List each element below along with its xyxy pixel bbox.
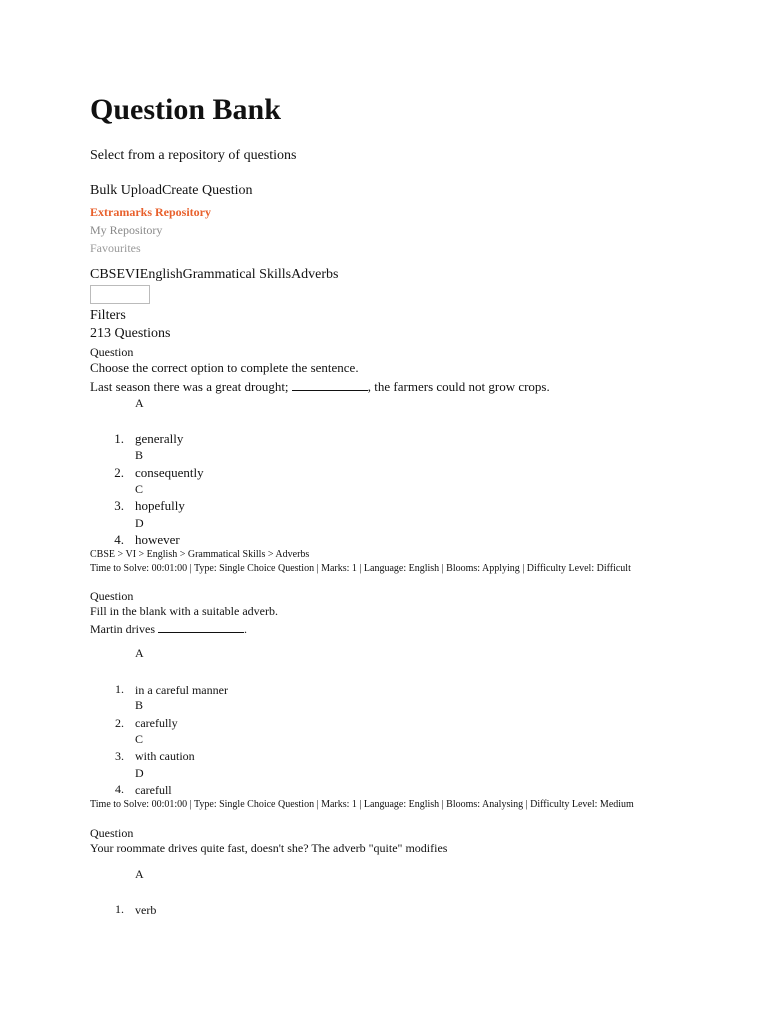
option-number: 1. <box>115 682 124 696</box>
option-text[interactable]: consequently <box>135 465 204 480</box>
bulk-upload-button[interactable]: Bulk Upload <box>90 183 162 198</box>
option-text[interactable]: generally <box>135 431 184 446</box>
breadcrumb-item-class[interactable]: VI <box>125 267 140 282</box>
create-question-button[interactable]: Create Question <box>161 183 253 198</box>
option-letter: D <box>135 516 144 530</box>
breadcrumb-item-chapter[interactable]: Grammatical Skills <box>182 267 292 282</box>
question-label: Question <box>90 345 134 359</box>
option-number: 4. <box>114 532 124 547</box>
repo-tab-favourites[interactable]: Favourites <box>90 241 141 255</box>
action-bar <box>90 183 253 199</box>
question-instruction: Fill in the blank with a suitable adverb. <box>90 604 278 618</box>
breadcrumb-item-topic[interactable]: Adverbs <box>291 267 339 282</box>
page-subtitle: Select from a repository of questions <box>90 148 297 163</box>
option-number: 3. <box>114 498 124 513</box>
question-text-after: , the farmers could not grow crops. <box>367 379 550 394</box>
question-label: Question <box>90 589 134 603</box>
breadcrumb-item-board[interactable]: CBSE <box>90 267 126 282</box>
answer-blank <box>158 621 244 633</box>
option-letter: D <box>135 766 144 780</box>
option-number: 4. <box>115 782 124 796</box>
question-text-before: Last season there was a great drought; <box>90 379 292 394</box>
answer-blank <box>292 379 368 391</box>
option-text[interactable]: verb <box>135 903 157 917</box>
search-input[interactable] <box>90 285 150 304</box>
question-text <box>90 621 247 637</box>
option-letter: B <box>135 698 144 712</box>
option-text[interactable]: carefully <box>135 716 178 730</box>
option-number: 1. <box>114 431 124 446</box>
option-letter: C <box>135 732 144 746</box>
question-meta: Time to Solve: 00:01:00 | Type: Single Choice Question | Marks: 1 | Language: English | Blooms: Analysing | Difficulty Level: Medium <box>90 799 634 810</box>
repo-tab-extramarks[interactable]: Extramarks Repository <box>90 205 211 219</box>
question-label: Question <box>90 826 134 840</box>
question-instruction: Choose the correct option to complete the sentence. <box>90 360 359 375</box>
breadcrumb <box>90 267 339 283</box>
option-text[interactable]: carefull <box>135 783 172 797</box>
question-count: 213 Questions <box>90 326 171 341</box>
option-number: 1. <box>115 902 124 916</box>
option-number: 2. <box>114 465 124 480</box>
breadcrumb-item-subject[interactable]: English <box>139 267 183 282</box>
option-text[interactable]: however <box>135 532 180 547</box>
option-number: 2. <box>115 716 124 730</box>
question-text-before: Martin drives <box>90 622 158 636</box>
option-letter: A <box>135 396 144 410</box>
page-title: Question Bank <box>90 93 281 126</box>
option-text[interactable]: hopefully <box>135 498 185 513</box>
question-path: CBSE > VI > English > Grammatical Skills > Adverbs <box>90 549 310 560</box>
option-letter: A <box>135 646 144 660</box>
question-meta: Time to Solve: 00:01:00 | Type: Single Choice Question | Marks: 1 | Language: English | Blooms: Applying | Difficulty Level: Difficult <box>90 563 631 574</box>
option-letter: C <box>135 482 144 496</box>
filters-button[interactable]: Filters <box>90 308 126 323</box>
question-text <box>90 379 550 395</box>
option-text[interactable]: with caution <box>135 749 195 763</box>
option-text[interactable]: in a careful manner <box>135 683 228 697</box>
option-letter: A <box>135 867 144 881</box>
option-number: 3. <box>115 749 124 763</box>
option-letter: B <box>135 448 144 462</box>
question-instruction: Your roommate drives quite fast, doesn't she? The adverb "quite" modifies <box>90 841 448 855</box>
repo-tab-my-repository[interactable]: My Repository <box>90 223 163 237</box>
question-text-after: . <box>244 622 247 636</box>
